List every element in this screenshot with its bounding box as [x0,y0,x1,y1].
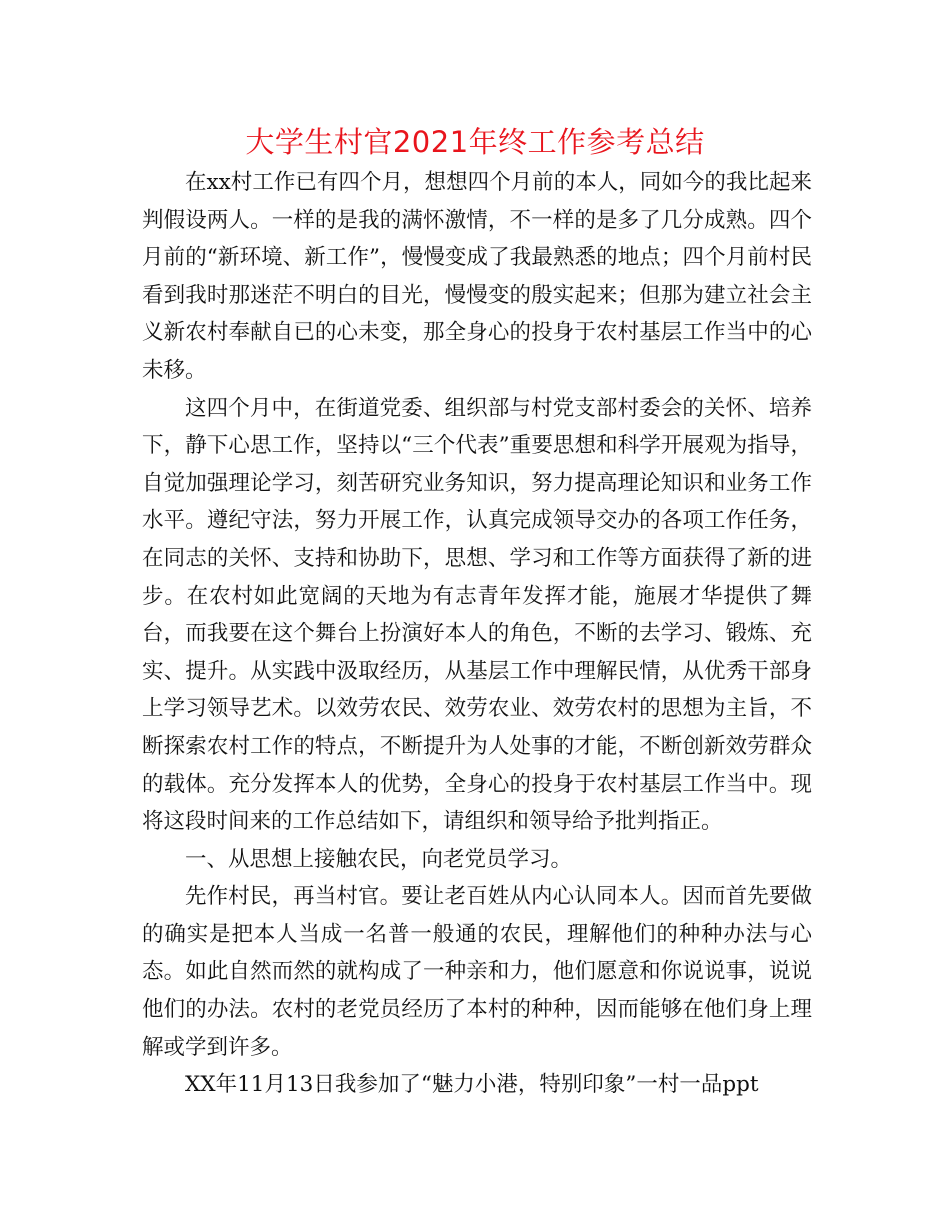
document-title: 大学生村官2021年终工作参考总结 [245,125,705,159]
paragraph: 先作村民，再当村官。要让老百姓从内心认同本人。因而首先要做的确实是把本人当成一名普一般通的农民，理解他们的种种办法与心态。如此自然而然的就构成了一种亲和力，他们愿意和你说说事，说说他们的办法。农村的老党员经历了本村的种种，因而能够在他们身上理解或学到许多。 [142,884,812,1060]
paragraph: XX年11月13日我参加了“魅力小港，特别印象”一村一品ppt [185,1072,759,1098]
section-heading: 一、从思想上接触农民，向老党员学习。 [185,846,573,872]
paragraph: 在xx村工作已有四个月，想想四个月前的本人，同如今的我比起来判假设两人。一样的是我的满怀激情，不一样的是多了几分成熟。四个月前的“新环境、新工作”，慢慢变成了我最熟悉的地点；四个月前村民看到我时那迷茫不明白的目光，慢慢变的殷实起来；但那为建立社会主义新农村奉献自已的心未变，那全身心的投身于农村基层工作当中的心未移。 [142,170,812,383]
paragraph: 这四个月中，在街道党委、组织部与村党支部村委会的关怀、培养下，静下心思工作，坚持以“三个代表”重要思想和科学开展观为指导，自觉加强理论学习，刻苦研究业务知识，努力提高理论知识和业务工作水平。遵纪守法，努力开展工作，认真完成领导交办的各项工作任务，在同志的关怀、支持和协助下，思想、学习和工作等方面获得了新的进步。在农村如此宽阔的天地为有志青年发挥才能，施展才华提供了舞台，而我要在这个舞台上扮演好本人的角色，不断的去学习、锻炼、充实、提升。从实践中汲取经历，从基层工作中理解民情，从优秀干部身上学习领导艺术。以效劳农民、效劳农业、效劳农村的思想为主旨，不断探索农村工作的特点，不断提升为人处事的才能，不断创新效劳群众的载体。充分发挥本人的优势，全身心的投身于农村基层工作当中。现将这段时间来的工作总结如下，请组织和领导给予批判指正。 [142,395,812,835]
document-body [142,164,812,1104]
